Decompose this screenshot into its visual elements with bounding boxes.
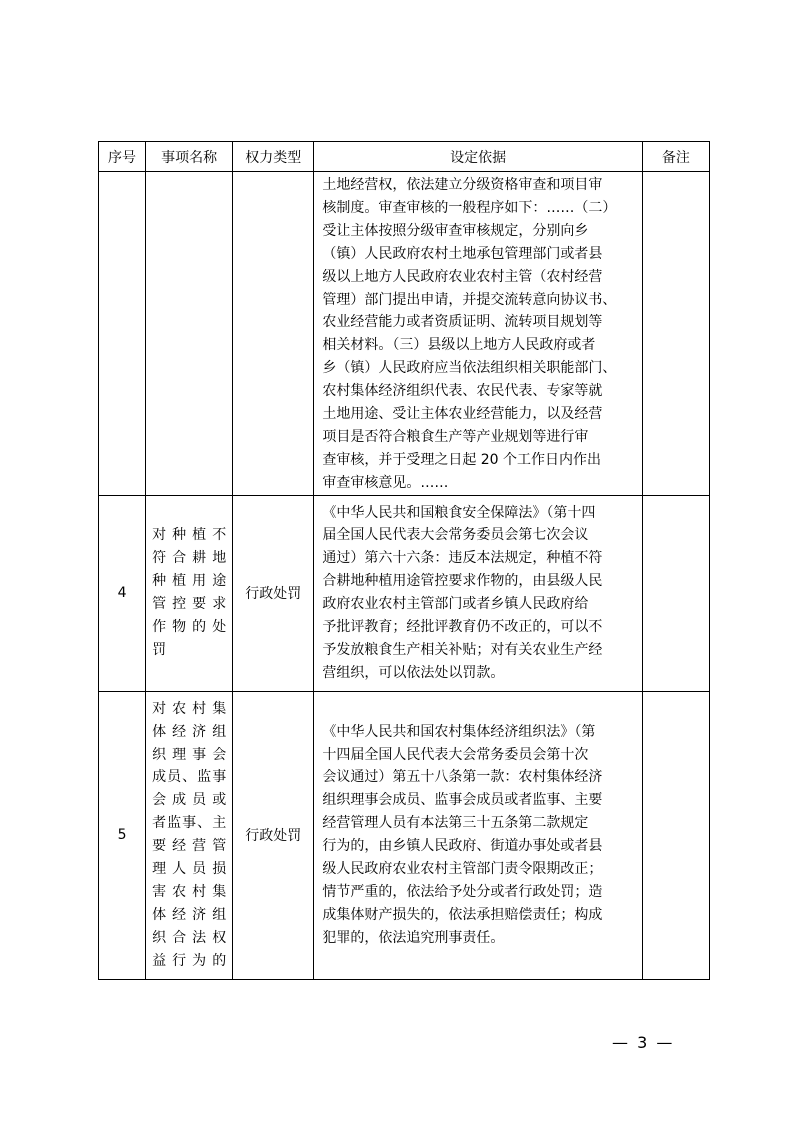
basis-line: 通过）第六十六条：违反本法规定，种植不符 <box>322 550 603 567</box>
basis-line: 予发放粮食生产相关补贴；对有关农业生产经 <box>322 642 603 658</box>
row-type: 行政处罚 <box>233 691 314 979</box>
basis-line: 政府农业农村主管部门或者乡镇人民政府给 <box>322 596 589 613</box>
basis-line: 情节严重的，依法给予处分或者行政处罚；造 <box>322 884 603 900</box>
basis-line: 核制度。审查审核的一般程序如下：……（二） <box>322 199 617 216</box>
row-type <box>233 172 314 496</box>
basis-line: 组织理事会成员、监事会成员或者监事、主要 <box>322 792 603 809</box>
name-line: 成员、监事 <box>152 769 227 786</box>
row-note <box>642 495 709 691</box>
table-row <box>99 691 710 979</box>
name-line: 要经营管 <box>152 838 227 855</box>
row-note <box>642 691 709 979</box>
table-header-row <box>99 142 710 172</box>
name-line: 者监事、主 <box>152 815 227 832</box>
row-name <box>146 495 233 691</box>
row-basis <box>314 691 643 979</box>
row-name <box>146 691 233 979</box>
name-line: 害农村集 <box>152 884 227 900</box>
basis-line: 农村集体经济组织代表、农民代表、专家等就 <box>322 383 603 400</box>
items-table <box>98 141 710 980</box>
basis-line: 届全国人民代表大会常务委员会第七次会议 <box>322 527 589 544</box>
row-no <box>99 172 146 496</box>
basis-line: 予批评教育；经批评教育仍不改正的，可以不 <box>322 619 603 636</box>
basis-line: 管理）部门提出申请，并提交流转意向协议书、 <box>322 291 617 308</box>
name-line: 罚 <box>152 642 167 658</box>
basis-line: 农业经营能力或者资质证明、流转项目规划等 <box>322 314 603 331</box>
name-line: 体经济组 <box>152 723 227 740</box>
row-no: 4 <box>99 495 146 691</box>
row-name <box>146 172 233 496</box>
name-line: 理人员损 <box>152 861 227 878</box>
basis-line: 会议通过）第五十八条第一款：农村集体经济 <box>322 769 603 786</box>
name-line: 织合法权 <box>152 929 227 946</box>
basis-line: 成集体财产损失的，依法承担赔偿责任；构成 <box>322 906 603 923</box>
basis-line: 相关材料。（三）县级以上地方人民政府或者 <box>322 337 596 354</box>
basis-line: 犯罪的，依法追究刑事责任。 <box>322 929 505 946</box>
header-note: 备注 <box>642 142 709 172</box>
basis-line: 级人民政府农业农村主管部门责令限期改正； <box>322 861 603 878</box>
basis-line: 《中华人民共和国农村集体经济组织法》（第 <box>322 723 596 740</box>
basis-line: 受让主体按照分级审查审核规定，分别向乡 <box>322 222 589 239</box>
name-line: 符合耕地 <box>152 550 227 567</box>
basis-line: 项目是否符合粮食生产等产业规划等进行审 <box>322 428 589 445</box>
header-basis: 设定依据 <box>314 142 643 172</box>
basis-line: （镇）人民政府农村土地承包管理部门或者县 <box>322 245 603 262</box>
header-type: 权力类型 <box>233 142 314 172</box>
name-line: 益行为的 <box>152 952 227 969</box>
name-line: 作物的处 <box>152 619 227 636</box>
name-line: 织理事会 <box>152 746 227 763</box>
basis-line: 土地用途、受让主体农业经营能力，以及经营 <box>322 406 603 423</box>
header-name: 事项名称 <box>146 142 233 172</box>
basis-line: 十四届全国人民代表大会常务委员会第十次 <box>322 746 589 763</box>
name-line: 管控要求 <box>152 596 227 613</box>
row-basis <box>314 172 643 496</box>
basis-line: 乡（镇）人民政府应当依法组织相关职能部门、 <box>322 360 617 377</box>
table-row <box>99 172 710 496</box>
basis-line: 行为的，由乡镇人民政府、街道办事处或者县 <box>322 838 603 855</box>
row-note <box>642 172 709 496</box>
basis-line: 土地经营权，依法建立分级资格审查和项目审 <box>322 177 603 193</box>
basis-line: 《中华人民共和国粮食安全保障法》（第十四 <box>322 504 596 521</box>
table-row <box>99 495 710 691</box>
basis-line: 营组织，可以依法处以罚款。 <box>322 664 505 681</box>
name-line: 种植用途 <box>152 573 227 590</box>
basis-line: 级以上地方人民政府农业农村主管（农村经营 <box>322 268 603 285</box>
basis-line: 合耕地种植用途管控要求作物的，由县级人民 <box>322 573 603 590</box>
basis-line: 审查审核意见。…… <box>322 474 449 491</box>
basis-line: 查审核，并于受理之日起 20 个工作日内作出 <box>322 451 602 468</box>
basis-line: 经营管理人员有本法第三十五条第二款规定 <box>322 815 589 832</box>
name-line: 会成员或 <box>152 792 227 809</box>
row-type: 行政处罚 <box>233 495 314 691</box>
page-number: — 3 — <box>612 1033 675 1052</box>
header-no: 序号 <box>99 142 146 172</box>
name-line: 对种植不 <box>152 527 227 544</box>
name-line: 对农村集 <box>152 700 227 717</box>
row-no: 5 <box>99 691 146 979</box>
name-line: 体经济组 <box>152 906 227 923</box>
row-basis <box>314 495 643 691</box>
